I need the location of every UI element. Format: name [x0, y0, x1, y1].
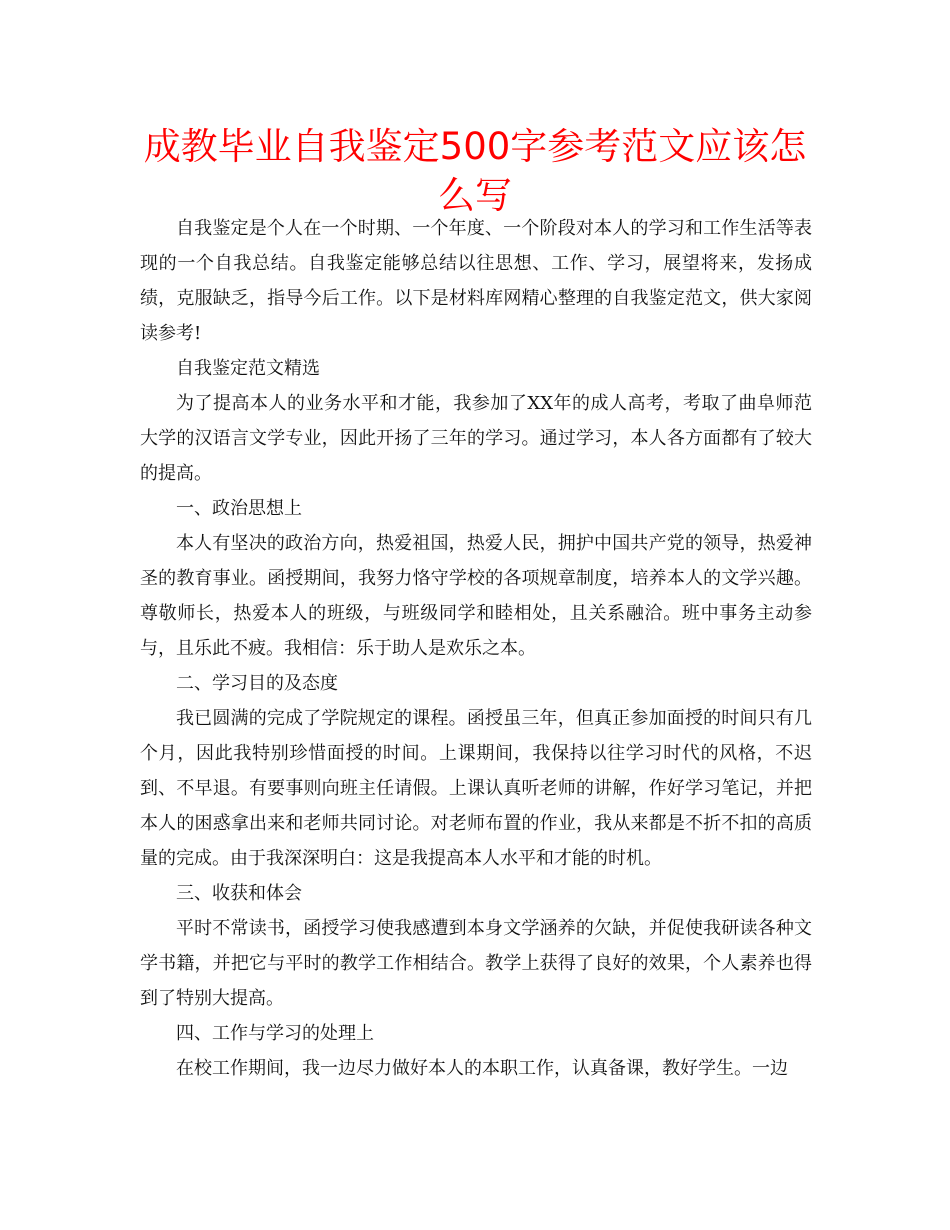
section-heading-work-study: 四、工作与学习的处理上 [176, 1023, 374, 1044]
politics-paragraph: 本人有坚决的政治方向，热爱祖国，热爱人民，拥护中国共产党的领导，热爱神圣的教育事业。函授期间，我努力恪守学校的各项规章制度，培养本人的文学兴趣。尊敬师长，热爱本人的班级，与班级同学和睦相处，且关系融洽。班中事务主动参与，且乐此不疲。我相信：乐于助人是欢乐之本。 [140, 533, 812, 659]
intro-paragraph: 自我鉴定是个人在一个时期、一个年度、一个阶段对本人的学习和工作生活等表现的一个自我总结。自我鉴定能够总结以往思想、工作、学习，展望将来，发扬成绩，克服缺乏，指导今后工作。以下是材料库网精心整理的自我鉴定范文，供大家阅读参考! [140, 218, 812, 344]
section-heading-study-goal: 二、学习目的及态度 [176, 673, 338, 694]
work-study-paragraph: 在校工作期间，我一边尽力做好本人的本职工作，认真备课，教好学生。一边 [176, 1058, 788, 1079]
section-heading-politics: 一、政治思想上 [176, 498, 302, 519]
study-goal-paragraph: 我已圆满的完成了学院规定的课程。函授虽三年，但真正参加面授的时间只有几个月，因此我特别珍惜面授的时间。上课期间，我保持以往学习时代的风格，不迟到、不早退。有要事则向班主任请假。上课认真听老师的讲解，作好学习笔记，并把本人的困惑拿出来和老师共同讨论。对老师布置的作业，我从来都是不折不扣的高质量的完成。由于我深深明白：这是我提高本人水平和才能的时机。 [140, 708, 812, 869]
document-title: 成教毕业自我鉴定500字参考范文应该怎么写 [143, 125, 807, 217]
gains-paragraph: 平时不常读书，函授学习使我感遭到本身文学涵养的欠缺，并促使我研读各种文学书籍，并把它与平时的教学工作相结合。教学上获得了良好的效果，个人素养也得到了特别大提高。 [140, 918, 812, 1009]
background-paragraph: 为了提高本人的业务水平和才能，我参加了XX年的成人高考，考取了曲阜师范大学的汉语言文学专业，因此开扬了三年的学习。通过学习，本人各方面都有了较大的提高。 [140, 393, 812, 484]
document-body [140, 211, 812, 1086]
section-heading-gains: 三、收获和体会 [176, 883, 302, 904]
section-heading-selection: 自我鉴定范文精选 [176, 358, 320, 379]
